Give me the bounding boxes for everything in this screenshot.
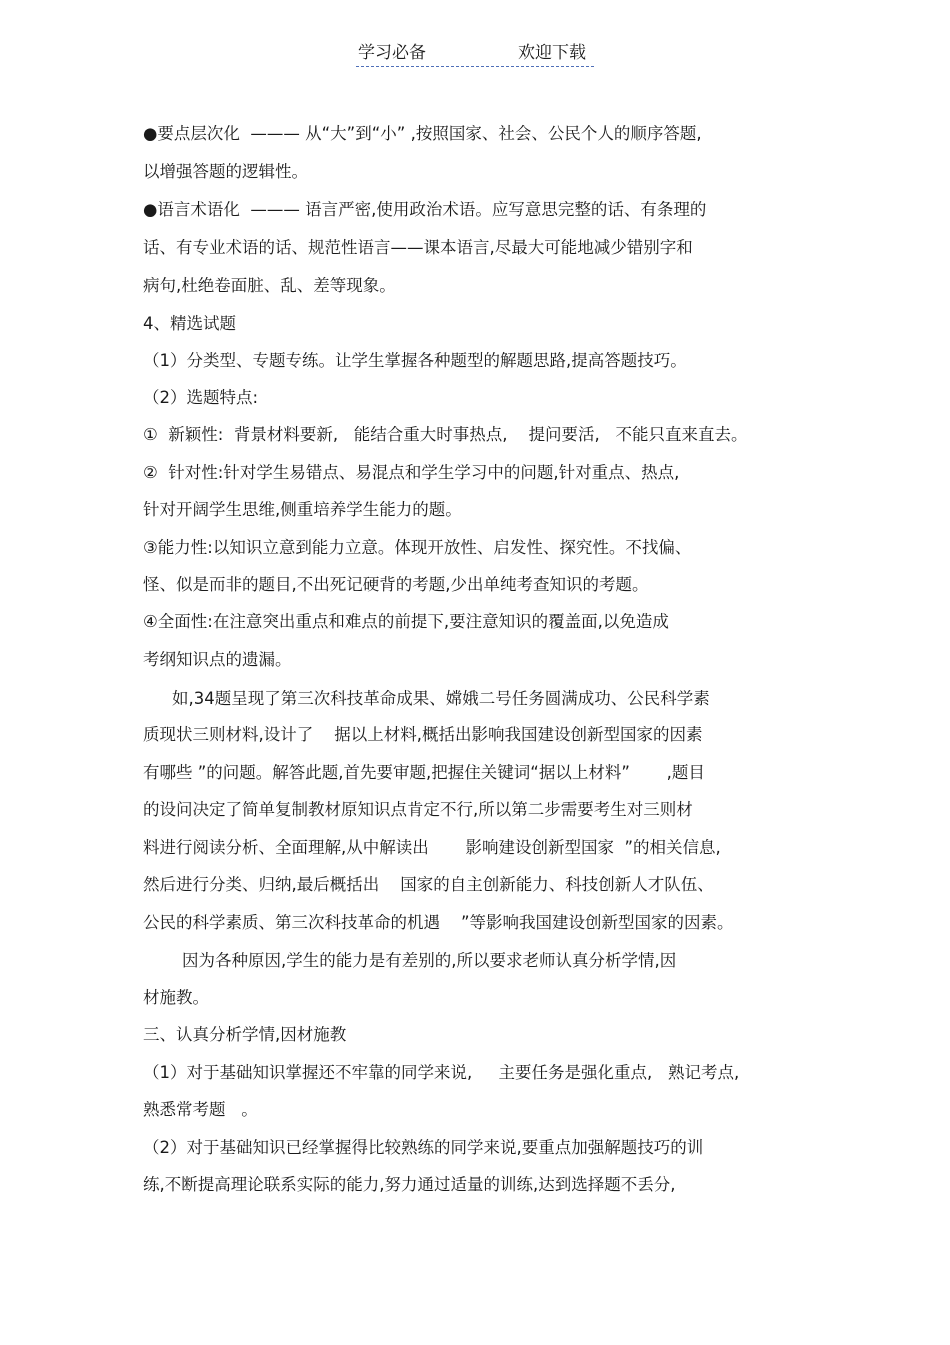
header-left-text: 学习必备: [358, 43, 426, 63]
paragraph-line: 如,34题呈现了第三次科技革命成果、嫦娥二号任务圆满成功、公民科学素: [172, 689, 710, 708]
paragraph-line: （2）选题特点:: [143, 388, 259, 407]
paragraph-line: 因为各种原因,学生的能力是有差别的,所以要求老师认真分析学情,因: [182, 951, 677, 970]
paragraph-line: 公民的科学素质、第三次科技革命的机遇 ”等影响我国建设创新型国家的因素。: [143, 913, 734, 932]
paragraph-line: 病句,杜绝卷面脏、乱、差等现象。: [143, 276, 396, 295]
paragraph-line: （1）对于基础知识掌握还不牢靠的同学来说, 主要任务是强化重点, 熟记考点,: [143, 1063, 740, 1082]
paragraph-line: 针对开阔学生思维,侧重培养学生能力的题。: [143, 500, 462, 519]
paragraph-line: 质现状三则材料,设计了 据以上材料,概括出影响我国建设创新型国家的因素: [143, 725, 703, 744]
section-heading: 三、认真分析学情,因材施教: [143, 1025, 347, 1044]
paragraph-line: 话、有专业术语的话、规范性语言——课本语言,尽最大可能地减少错别字和: [143, 238, 693, 257]
page-header: [356, 40, 594, 67]
paragraph-line: 有哪些 ”的问题。解答此题,首先要审题,把握住关键词“据以上材料” ,题目: [143, 763, 705, 782]
paragraph-line: 以增强答题的逻辑性。: [143, 162, 308, 181]
paragraph-line: ●要点层次化 ——— 从“大”到“小” ,按照国家、社会、公民个人的顺序答题,: [143, 124, 702, 143]
paragraph-line: 熟悉常考题 。: [143, 1100, 258, 1119]
paragraph-line: 的设问决定了简单复制教材原知识点肯定不行,所以第二步需要考生对三则材: [143, 800, 693, 819]
paragraph-line: ●语言术语化 ——— 语言严密,使用政治术语。应写意思完整的话、有条理的: [143, 200, 707, 219]
paragraph-line: 怪、似是而非的题目,不出死记硬背的考题,少出单纯考查知识的考题。: [143, 575, 649, 594]
paragraph-line: 料进行阅读分析、全面理解,从中解读出 影响建设创新型国家 ”的相关信息,: [143, 838, 721, 857]
paragraph-line: ④全面性:在注意突出重点和难点的前提下,要注意知识的覆盖面,以免造成: [143, 612, 669, 631]
paragraph-line: （2）对于基础知识已经掌握得比较熟练的同学来说,要重点加强解题技巧的训: [143, 1138, 704, 1157]
paragraph-line: ① 新颖性: 背景材料要新, 能结合重大时事热点, 提问要活, 不能只直来直去。: [143, 425, 748, 444]
paragraph-line: ③能力性:以知识立意到能力立意。体现开放性、启发性、探究性。不找偏、: [143, 538, 692, 557]
paragraph-line: 练,不断提高理论联系实际的能力,努力通过适量的训练,达到选择题不丢分,: [143, 1175, 676, 1194]
paragraph-line: 然后进行分类、归纳,最后概括出 国家的自主创新能力、科技创新人才队伍、: [143, 875, 714, 894]
paragraph-line: （1）分类型、专题专练。让学生掌握各种题型的解题思路,提高答题技巧。: [143, 351, 687, 370]
paragraph-line: 考纲知识点的遗漏。: [143, 650, 292, 669]
paragraph-line: 材施教。: [143, 988, 209, 1007]
header-right-text: 欢迎下载: [518, 43, 586, 63]
paragraph-line: ② 针对性:针对学生易错点、易混点和学生学习中的问题,针对重点、热点,: [143, 463, 680, 482]
section-heading: 4、精选试题: [143, 314, 236, 333]
